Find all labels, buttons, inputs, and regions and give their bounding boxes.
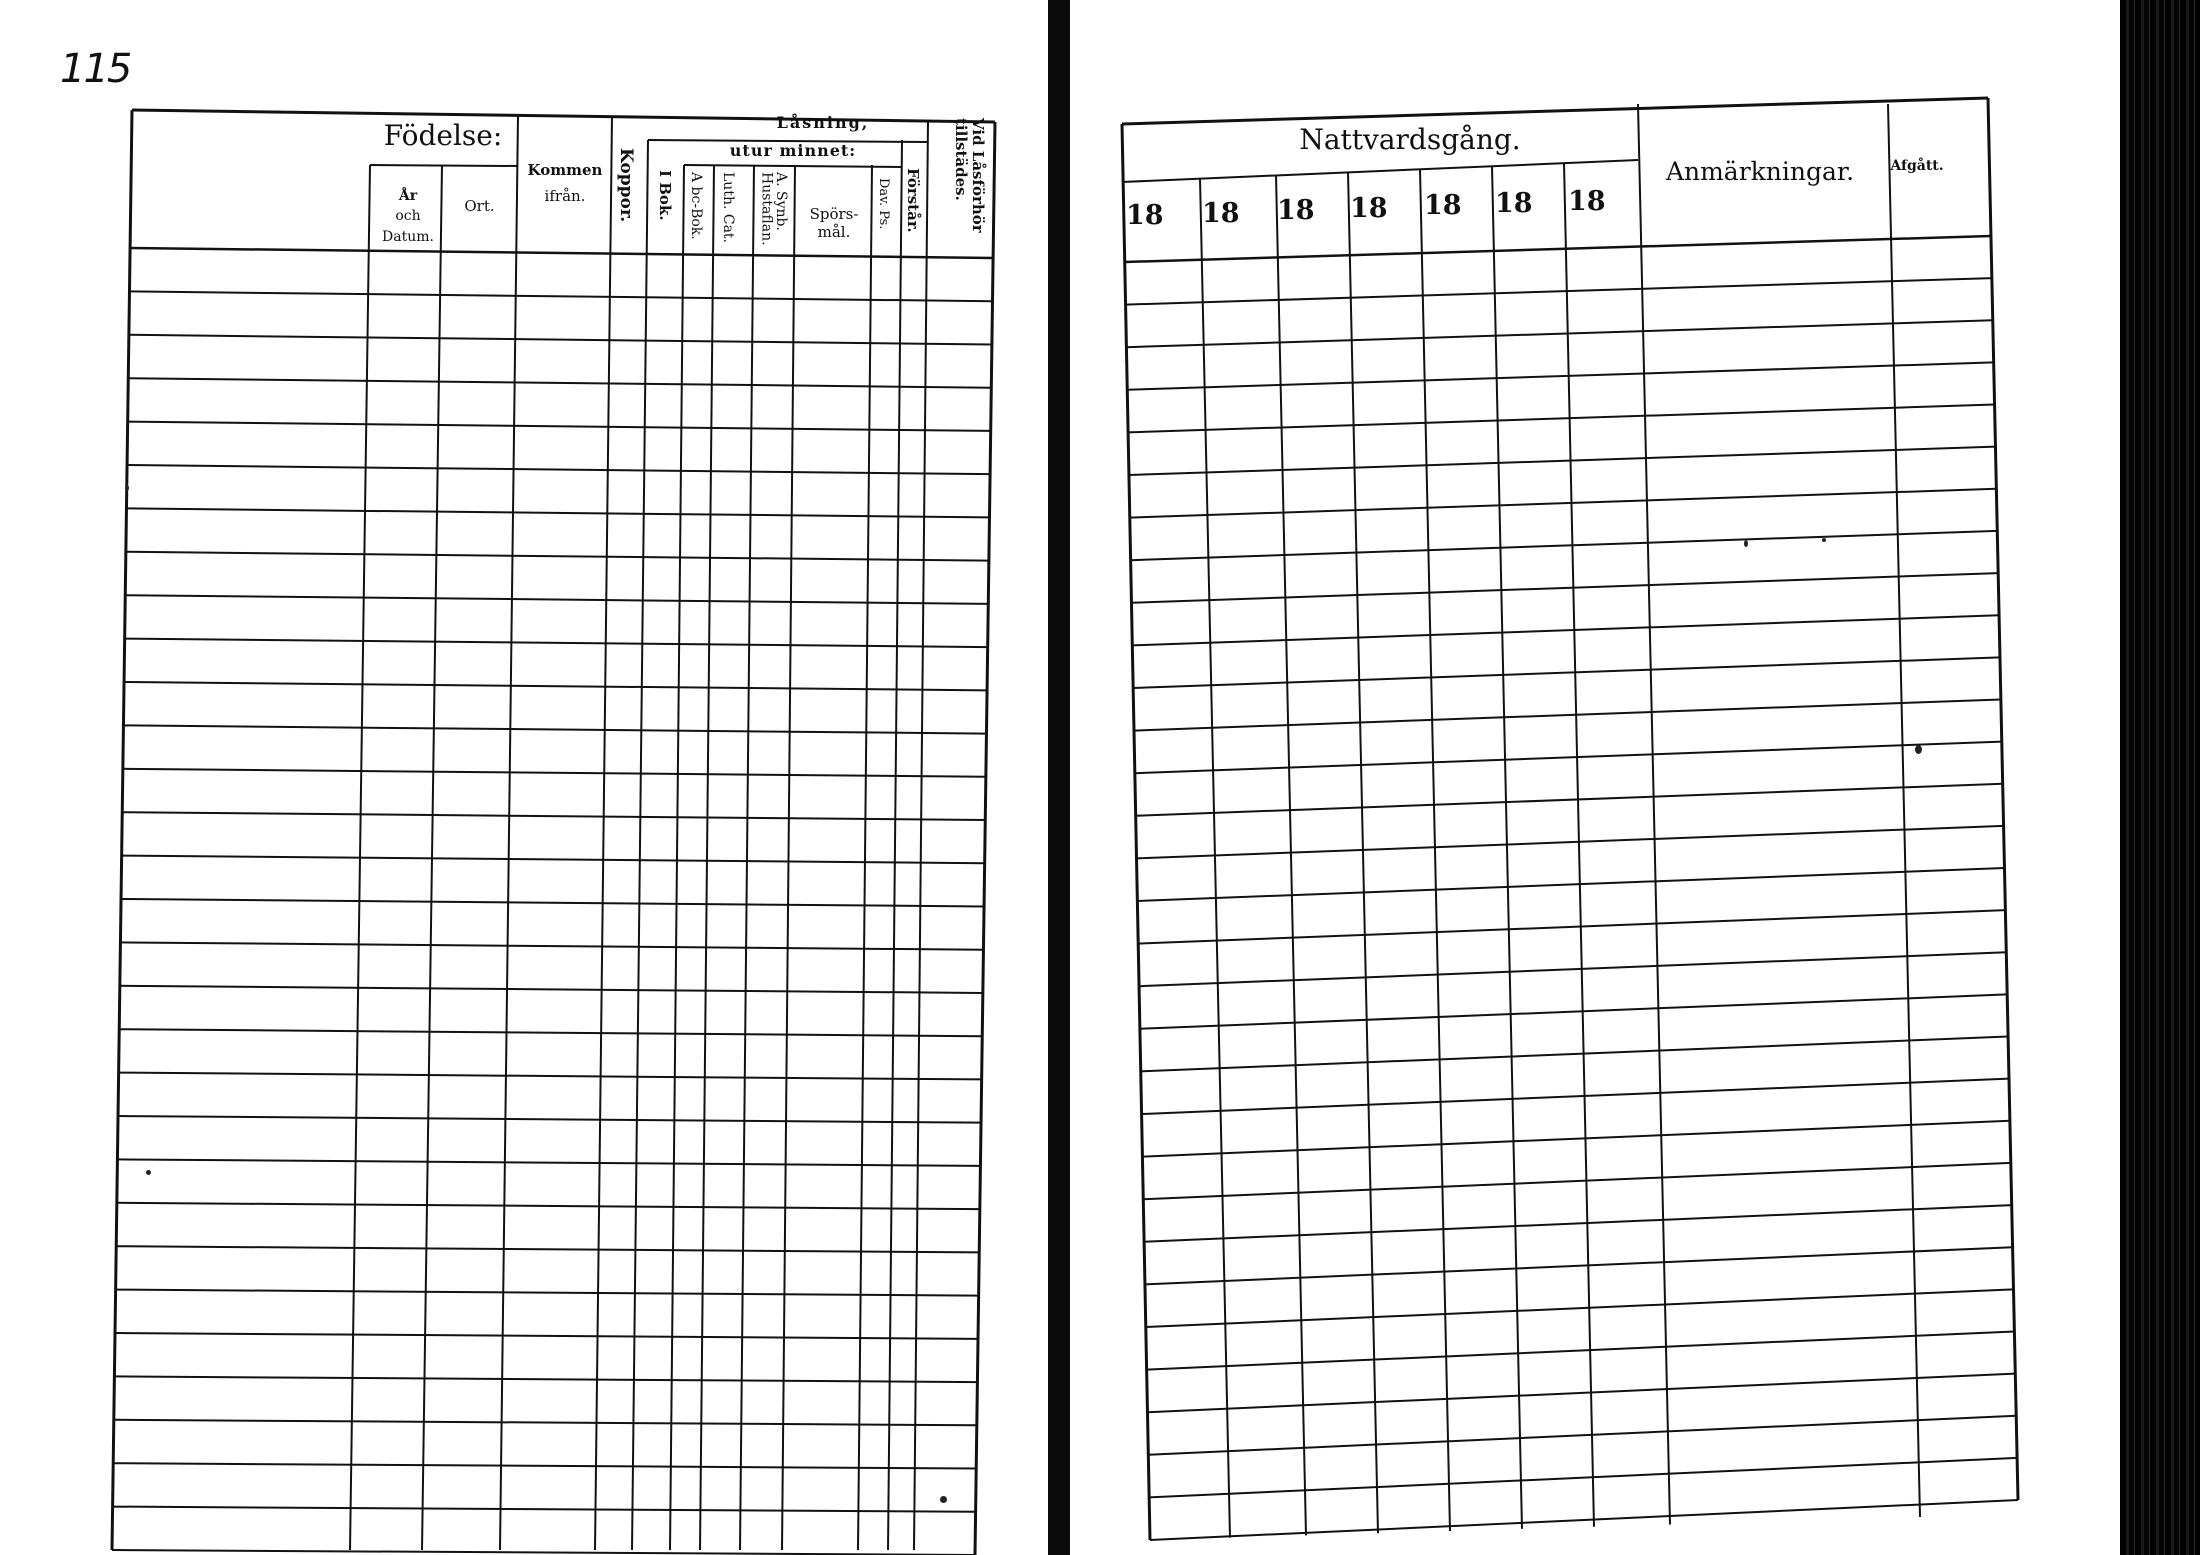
left-page [0,0,1048,1555]
header-afgatt: Afgått. [1890,158,1944,174]
ruled-row-line [130,248,993,258]
ruled-row-line [112,1550,975,1555]
right-page [1070,0,2120,1555]
ruled-row-line [1126,278,1992,304]
header-kommen-ifran: Kommen ifrån. [527,161,603,205]
ruled-subheader-line [1122,160,1638,182]
ruled-column-line [1638,104,1670,1525]
ruled-column-line [632,140,648,1550]
ruled-row-line [115,1333,978,1339]
ruled-row-line [1150,1500,2018,1540]
ruled-row-line [1139,952,2006,986]
ruled-column-line [1420,169,1450,1531]
header-anmarkningar: Anmärkningar. [1665,157,1855,186]
header-vid-lasforhor-tillstades: Vid Låsförhör tillstädes. [951,118,987,233]
ruled-row-line [113,1463,976,1468]
ink-spot [1915,745,1922,754]
ruled-row-line [1143,1163,2011,1199]
ink-spot [940,1496,947,1503]
nattvard-year-4: 18 [1350,193,1388,224]
ruled-row-line [119,1029,982,1036]
left-ruled-grid [0,0,1048,1555]
ruled-row-line [1142,1121,2009,1157]
ruled-row-line [1130,489,1997,518]
ruled-row-line [129,335,992,345]
header-i-bok: I Bok. [656,170,674,221]
ruled-row-line [1128,405,1994,433]
ruled-row-line [113,1507,976,1512]
header-utur-minnet: utur minnet: [729,141,857,160]
ruled-column-line [1492,166,1522,1529]
ruled-column-line [670,165,684,1550]
ruled-row-line [123,725,986,733]
ruled-row-line [1145,1247,2013,1284]
ruled-row-line [1141,1037,2008,1072]
ruled-row-line [1149,1458,2017,1498]
book-gutter [1048,0,1070,1555]
ink-spot [1822,538,1826,542]
header-forstar: Förstår. [904,168,922,233]
header-ar-och-datum: År och Datum. [382,188,434,245]
ruled-row-line [117,1159,980,1166]
ruled-column-line [740,165,754,1550]
header-dav-ps: Dav. Ps. [876,178,891,230]
nattvard-year-5: 18 [1424,190,1462,221]
ruled-row-line [1131,573,1998,603]
nattvard-year-1: 18 [1126,200,1164,231]
header-ort: Ort. [464,197,495,215]
ruled-row-line [128,378,991,388]
ink-spot [1744,540,1748,547]
header-abc-bok: A bc-Bok. [688,172,704,240]
ruled-column-line [595,117,612,1550]
ruled-column-line [1200,178,1230,1538]
ruled-column-line [782,165,795,1550]
ruled-row-line [125,639,988,648]
nattvard-year-3: 18 [1277,195,1315,226]
nattvard-year-6: 18 [1495,188,1533,219]
ruled-row-line [1129,447,1995,475]
ruled-column-line [1888,104,1920,1517]
header-a-synb-hustaflan: A. Synb. Hustaflan. [758,172,789,246]
ruled-frame-right [975,122,995,1555]
ruled-column-line [914,121,928,1550]
ruled-row-line [128,422,991,431]
ruled-row-line [1131,531,1998,560]
ruled-row-line [1140,994,2007,1028]
header-nattvardsgang: Nattvardsgång. [1299,123,1521,156]
header-lasning: Låsning, [776,113,870,132]
ruled-row-line [114,1420,977,1426]
header-sporsmal: Spörs- mål. [809,205,859,241]
ruled-row-line [1142,1079,2009,1114]
ruled-row-line [116,1290,979,1296]
ruled-row-line [126,552,989,561]
ruled-row-line [121,899,984,907]
ruled-row-line [118,1116,981,1123]
ruled-row-line [120,986,983,993]
ruled-row-line [1127,362,1993,389]
ruled-row-line [1147,1374,2015,1413]
ruled-row-line [114,1376,977,1382]
nattvard-year-7: 18 [1568,186,1606,217]
ruled-row-line [120,942,983,949]
right-ruled-grid [1070,0,2120,1555]
ruled-row-line [1133,657,2000,688]
header-luth-cat: Luth. Cat. [720,172,736,243]
ruled-column-line [700,165,714,1550]
ruled-row-line [1138,910,2005,943]
book-edge [2120,0,2200,1555]
ruled-column-line [1348,172,1378,1533]
page-number: 115 [60,46,131,92]
ruled-row-line [123,769,986,777]
ruled-row-line [119,1073,982,1080]
ruled-row-line [1147,1331,2015,1369]
ruled-row-line [125,595,988,604]
ruled-column-line [1276,175,1306,1535]
nattvard-year-2: 18 [1202,198,1240,229]
ruled-row-line [1148,1416,2016,1455]
ruled-frame-top [1122,98,1988,124]
ruled-row-line [126,508,989,517]
ruled-row-line [116,1246,979,1252]
ruled-subheader-line [684,165,902,167]
ink-spot [125,485,129,491]
ruled-row-line [1146,1289,2014,1327]
ruled-subheader-line [370,165,518,166]
ruled-row-line [122,812,985,820]
ruled-row-line [1125,236,1991,262]
ruled-frame-left [1122,124,1150,1540]
ruled-row-line [122,856,985,864]
header-fodelse: Födelse: [383,119,503,152]
ruled-row-line [127,465,990,474]
ruled-row-line [1137,826,2004,859]
ruled-row-line [1144,1205,2012,1242]
ruled-column-line [858,165,872,1550]
ruled-row-line [1137,868,2004,901]
ink-spot [146,1170,151,1175]
header-koppor: Koppor. [616,148,636,223]
ruled-row-line [117,1203,980,1209]
ruled-row-line [1126,320,1992,347]
ruled-row-line [124,682,987,690]
ruled-row-line [1134,699,2001,730]
ruled-row-line [1136,784,2003,816]
ruled-column-line [1564,163,1594,1527]
ruled-row-line [1135,742,2002,774]
ruled-row-line [1132,615,1999,645]
ruled-row-line [129,291,992,301]
